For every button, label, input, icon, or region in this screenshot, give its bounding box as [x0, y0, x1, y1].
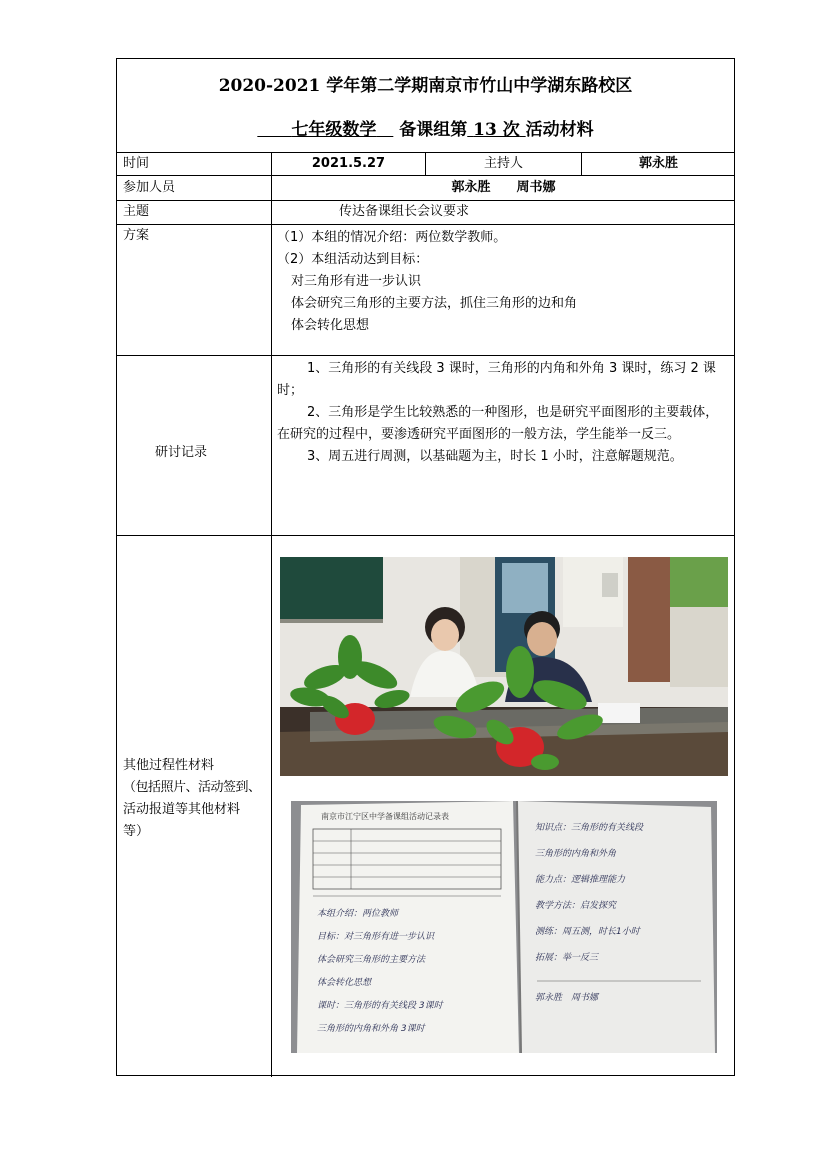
subtitle-end: 活动材料 [525, 120, 594, 140]
record-paragraph: 3、周五进行周测，以基础题为主，时长 1 小时，注意解题规范。 [307, 449, 683, 464]
time-label: 时间 [123, 156, 150, 171]
topic-label: 主题 [123, 204, 150, 219]
divider [271, 152, 272, 1077]
divider [117, 224, 734, 225]
grade-subject: 七年级数学 [291, 120, 377, 140]
record-paragraph: 1、三角形的有关线段 3 课时，三角形的内角和外角 3 课时，练习 2 课时； [277, 361, 716, 398]
handwritten-line: 课时：三角形的有关线段 3课时 [317, 1001, 443, 1011]
divider [117, 175, 734, 176]
plan-line: 体会转化思想 [291, 318, 370, 333]
divider [117, 355, 734, 356]
other-materials-label [123, 755, 271, 843]
handwritten-line: 教学方法：启发探究 [535, 901, 617, 911]
time-value: 2021.5.27 [311, 156, 386, 171]
host-value: 郭永胜 [638, 156, 678, 171]
record-paragraph: 2、三角形是学生比较熟悉的一种图形，也是研究平面图形的主要载体，在研究的过程中，要渗透研究平面图形的一般方法，学生能举一反三。 [277, 405, 719, 442]
handwritten-line: 三角形的内角和外角 3课时 [317, 1024, 425, 1034]
handwritten-line: 郭永胜 周书娜 [535, 993, 599, 1003]
other-label-line: 其他过程性材料 [123, 758, 215, 773]
plan-line: （1）本组的情况介绍：两位数学教师。 [277, 230, 507, 245]
record-form-photo [291, 801, 717, 1053]
record-content [277, 358, 729, 468]
divider [117, 200, 734, 201]
handwritten-line: 拓展：举一反三 [535, 953, 599, 963]
other-label-line: （包括照片、活动签到、 [123, 780, 261, 795]
topic-value: 传达备课组长会议要求 [339, 204, 470, 219]
plan-line: 体会研究三角形的主要方法，抓住三角形的边和角 [291, 296, 578, 311]
handwritten-line: 本组介绍：两位教师 [317, 909, 399, 919]
plan-line: 对三角形有进一步认识 [291, 274, 422, 289]
record-label: 研讨记录 [155, 445, 208, 460]
handwritten-line: 三角形的内角和外角 [535, 849, 617, 859]
plan-label: 方案 [123, 228, 150, 243]
handwritten-line: 体会研究三角形的主要方法 [317, 955, 426, 965]
plan-line: （2）本组活动达到目标： [277, 252, 429, 267]
handwritten-line: 能力点：逻辑推理能力 [535, 875, 626, 885]
participants-label: 参加人员 [123, 180, 176, 195]
handwritten-line: 知识点：三角形的有关线段 [535, 823, 644, 833]
handwritten-line: 测练：周五测，时长1小时 [535, 927, 640, 937]
activity-number: 13 次 [473, 120, 520, 140]
form-right-notes [535, 815, 711, 1011]
document-title: 2020-2021 学年第二学期南京市竹山中学湖东路校区 [218, 76, 633, 96]
divider [117, 535, 734, 536]
form-left-notes [317, 903, 507, 1041]
handwritten-line: 体会转化思想 [317, 978, 372, 988]
other-label-line: 活动报道等其他材料 [123, 802, 241, 817]
other-label-line: 等） [123, 824, 150, 839]
plan-content [277, 227, 727, 337]
host-label: 主持人 [483, 156, 523, 171]
document-subtitle [117, 115, 734, 140]
participants-value: 郭永胜 周书娜 [451, 180, 556, 195]
form-title: 南京市江宁区中学备课组活动记录表 [321, 812, 449, 821]
activity-record-table [116, 58, 735, 1076]
subtitle-mid: 备课组第 [399, 120, 468, 140]
meeting-photo [280, 557, 728, 776]
handwritten-line: 目标：对三角形有进一步认识 [317, 932, 435, 942]
